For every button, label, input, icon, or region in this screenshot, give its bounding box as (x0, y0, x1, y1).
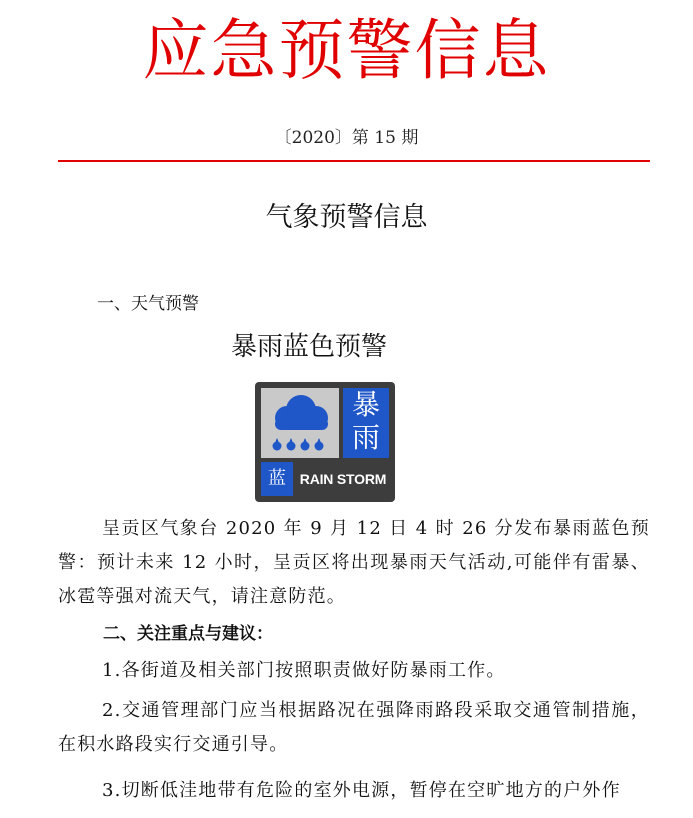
advice-item-2: 2.交通管理部门应当根据路况在强降雨路段采取交通管制措施，在积水路段实行交通引导。 (58, 700, 650, 755)
section-heading-advice: 二、关注重点与建议： (103, 624, 273, 644)
badge-char-top: 暴 (351, 388, 380, 421)
badge-char-bottom: 雨 (351, 421, 380, 454)
badge-english-label: RAIN STORM (299, 471, 387, 487)
header-divider (58, 160, 650, 162)
badge-level-char: 蓝 (261, 462, 293, 496)
document-title: 气象预警信息 (265, 202, 428, 233)
advice-item-3: 3.切断低洼地带有危险的室外电源，暂停在空旷地方的户外作 (102, 780, 621, 801)
rainstorm-blue-warning-badge (255, 382, 395, 502)
masthead-title: 应急预警信息 (142, 12, 551, 89)
warning-title: 暴雨蓝色预警 (231, 332, 388, 362)
issue-number: 〔2020〕第 15 期 (274, 128, 419, 148)
advice-item-1: 1.各街道及相关部门按照职责做好防暴雨工作。 (102, 660, 506, 681)
section-heading-weather-warning: 一、天气预警 (97, 294, 199, 314)
cloud-rain-icon (261, 388, 339, 458)
warning-paragraph: 呈贡区气象台 2020 年 9 月 12 日 4 时 26 分发布暴雨蓝色预警：预计未来 12 小时，呈贡区将出现暴雨天气活动,可能伴有雷暴、冰雹等强对流天气，请注意防范。 (58, 518, 650, 607)
badge-chinese-label (343, 388, 389, 458)
